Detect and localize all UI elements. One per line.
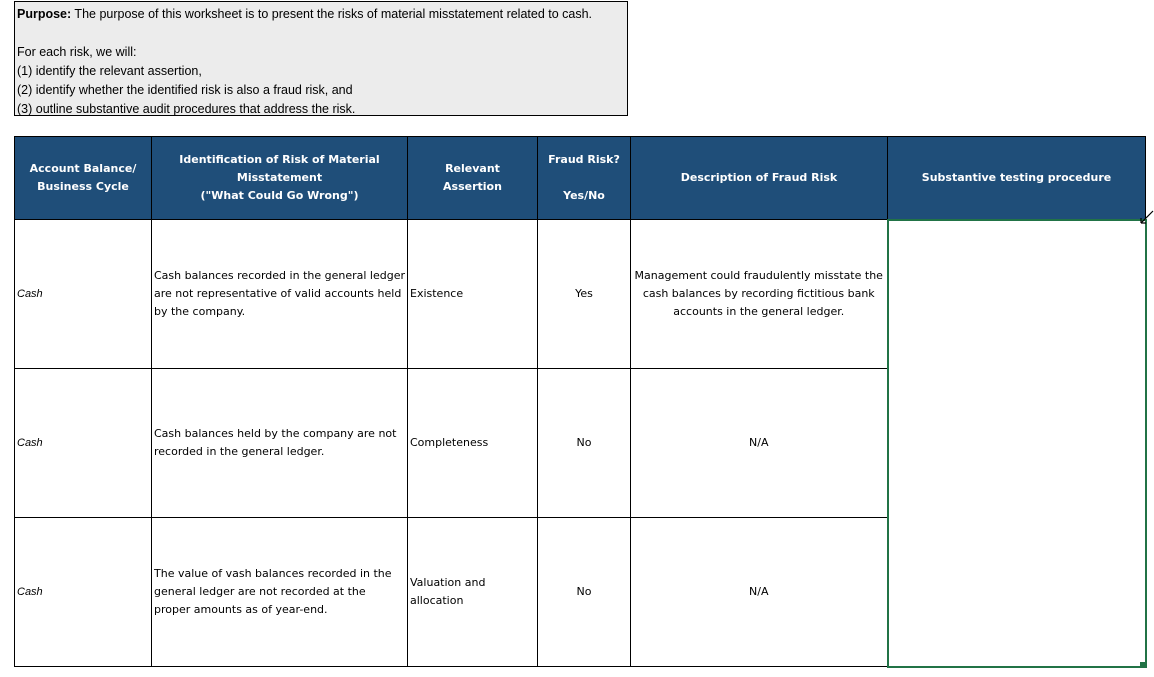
resize-cursor-icon — [1140, 210, 1154, 224]
risk-table — [14, 136, 1147, 668]
cell-assertion[interactable]: Existence — [408, 220, 538, 369]
header-fraud[interactable] — [538, 137, 631, 220]
cell-fraud-description[interactable]: Management could fraudulently misstate the cash balances by recording fictitious bank accounts in the general ledger. — [631, 220, 888, 369]
cell-fraud[interactable]: No — [538, 369, 631, 518]
purpose-intro: For each risk, we will: — [17, 45, 137, 59]
header-row — [15, 137, 1146, 220]
purpose-line — [17, 5, 625, 24]
table-row — [15, 220, 1146, 369]
header-account-line1: Account Balance/ — [29, 162, 137, 175]
cell-account[interactable]: Cash — [15, 220, 152, 369]
cell-fraud[interactable]: No — [538, 518, 631, 667]
cell-account[interactable]: Cash — [15, 369, 152, 518]
cell-fraud-description[interactable]: N/A — [631, 369, 888, 518]
header-risk[interactable] — [152, 137, 408, 220]
selected-testing-cell[interactable] — [888, 220, 1146, 667]
purpose-text: The purpose of this worksheet is to present the risks of material misstatement related to cash. — [71, 7, 593, 21]
fill-handle[interactable] — [1140, 662, 1146, 668]
header-risk-line1: Identification of Risk of Material — [179, 153, 380, 166]
header-account-line2: Business Cycle — [37, 180, 129, 193]
cell-risk[interactable]: Cash balances held by the company are not recorded in the general ledger. — [152, 369, 408, 518]
purpose-step-3: (3) outline substantive audit procedures that address the risk. — [17, 102, 356, 116]
purpose-label: Purpose: — [17, 7, 72, 21]
header-risk-line2: Misstatement — [236, 171, 323, 184]
cell-fraud-description[interactable]: N/A — [631, 518, 888, 667]
cell-risk[interactable]: The value of vash balances recorded in the general ledger are not recorded at the proper amounts as of year-end. — [152, 518, 408, 667]
purpose-step-2: (2) identify whether the identified risk is also a fraud risk, and — [17, 83, 353, 97]
header-risk-line3: ("What Could Go Wrong") — [200, 189, 359, 202]
header-assertion[interactable]: Relevant Assertion — [408, 137, 538, 220]
purpose-box — [14, 1, 628, 116]
cell-risk[interactable]: Cash balances recorded in the general ledger are not representative of valid accounts held by the company. — [152, 220, 408, 369]
header-fraud-description[interactable]: Description of Fraud Risk — [631, 137, 888, 220]
header-fraud-line2: Yes/No — [563, 189, 605, 202]
cell-assertion[interactable]: Completeness — [408, 369, 538, 518]
header-account[interactable] — [15, 137, 152, 220]
header-fraud-line1: Fraud Risk? — [548, 153, 620, 166]
cell-assertion[interactable]: Valuation and allocation — [408, 518, 538, 667]
header-testing[interactable]: Substantive testing procedure — [888, 137, 1146, 220]
cell-account[interactable]: Cash — [15, 518, 152, 667]
cell-fraud[interactable]: Yes — [538, 220, 631, 369]
purpose-step-1: (1) identify the relevant assertion, — [17, 64, 202, 78]
